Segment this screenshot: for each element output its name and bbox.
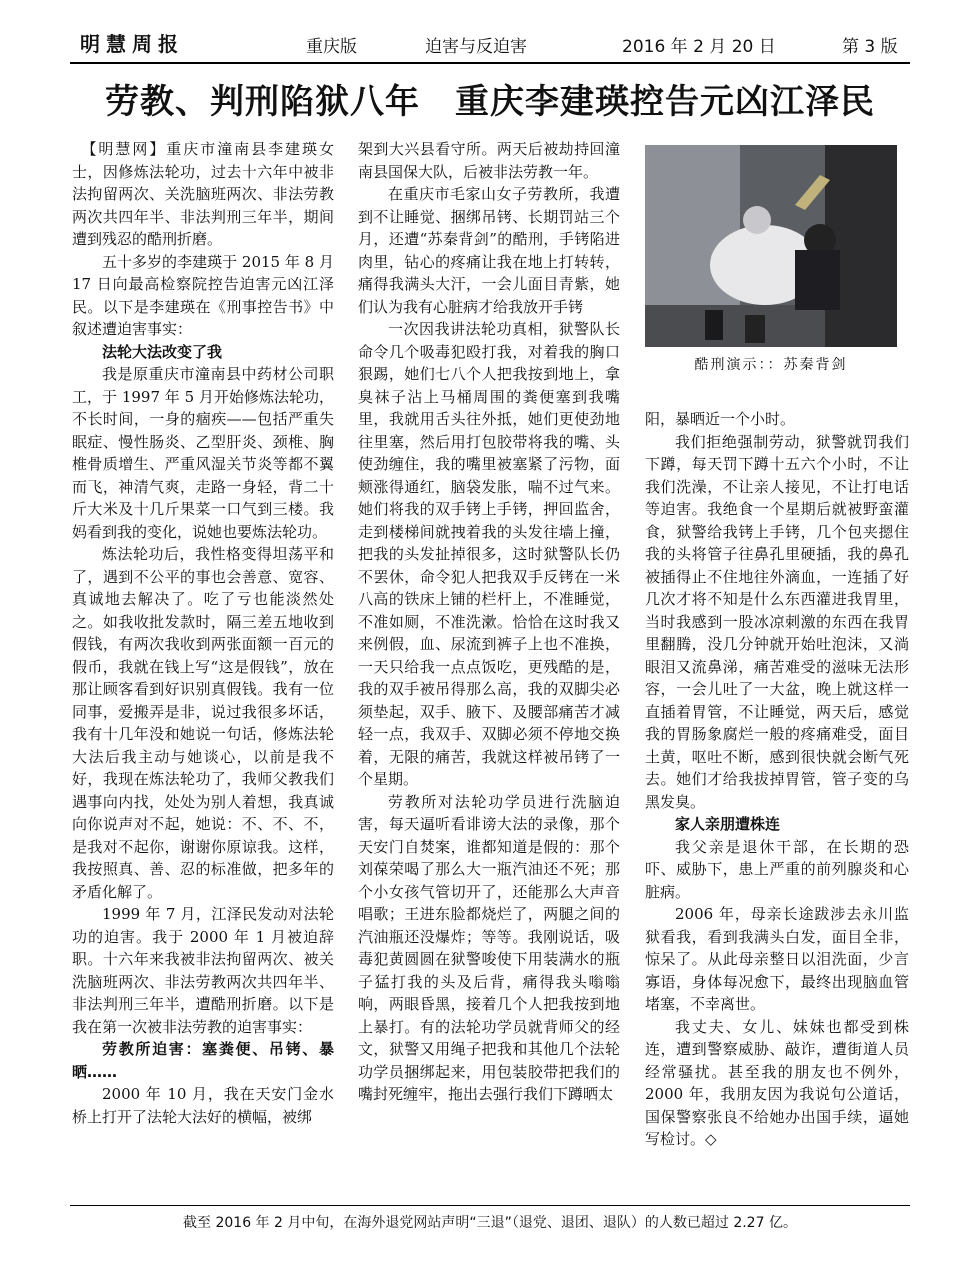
section-subheading: 法轮大法改变了我 [102, 342, 223, 361]
article-paragraph: 我们拒绝强制劳动，狱警就罚我们下蹲，每天罚下蹲十五六个小时，不让我们洗澡，不让亲人接见，不让打电话等迫害。我绝食一个星期后就被野蛮灌食，狱警给我铐上手铐，几个包夹摁住我的头将管子往鼻孔里硬插，我的鼻孔被插得止不住地往外滴血，一连插了好几次才将不知是什么东西灌进我胃里，当时我感到一股冰凉刺激的东西在我胃里翻腾，没几分钟就开始吐泡沫，又淌眼泪又流鼻涕，痛苦难受的滋味无法形容，一会儿吐了一大盆，晚上就这样一直插着胃管，不让睡觉，两天后，感觉我的胃肠象腐烂一般的疼痛难受，面目土黄，呕吐不断，感到很快就会断气死去。她们才给我拔掉胃管，管子变的乌黑发臭。 [645, 432, 909, 811]
issue-date: 2016 年 2 月 20 日 [622, 37, 776, 57]
article-paragraph: 1999 年 7 月，江泽民发动对法轮功的迫害。我于 2000 年 1 月被迫辞职。十六年来我被非法拘留两次、被关洗脑班两次、非法劳教两次共四年半、非法判刑三年半，遭酷刑折磨。以下是我在第一次被非法劳教的迫害事实： [72, 905, 334, 1036]
article-paragraph: 2000 年 10 月，我在天安门金水桥上打开了法轮大法好的横幅，被绑 [72, 1085, 334, 1126]
article-paragraph: 五十多岁的李建瑛于 2015 年 8 月 17 日向最高检察院控告迫害元凶江泽民。以下是李建瑛在《刑事控告书》中叙述遭迫害事实： [72, 252, 334, 338]
header-rule [70, 62, 910, 64]
photo-illustration [645, 145, 897, 347]
torture-demo-photo [645, 145, 897, 347]
footer-rule [70, 1205, 910, 1206]
section-subheading: 家人亲朋遭株连 [675, 815, 781, 833]
article-paragraph: 【明慧网】重庆市潼南县李建瑛女士，因修炼法轮功，过去十六年中被非法拘留两次、关洗脑班两次、非法劳教两次共四年半、非法判刑三年半，期间遭到残忍的酷刑折磨。 [72, 140, 334, 248]
article-paragraph: 阳，暴晒近一个小时。 [645, 410, 796, 428]
article-paragraph: 炼法轮功后，我性格变得坦荡平和了，遇到不公平的事也会善意、宽容、真诚地去解决了。吃了亏也能淡然处之。如我收批发款时，隔三差五地收到假钱，有两次我收到两张面额一百元的假币，我就在钱上写“这是假钱”，放在那让顾客看到好识别真假钱。我有一位同事，爱搬弄是非，说过我很多坏话，我有十几年没和她说一句话，修炼法轮大法后我主动与她谈心，以前是我不好，我现在炼法轮功了，我师父教我们遇事向内找，处处为别人着想，我真诚向你说声对不起，她说：不、不、不，是我对不起你，谢谢你原谅我。这样，我按照真、善、忍的标准做，把多年的矛盾化解了。 [72, 545, 334, 901]
article-headline: 劳教、判刑陷狱八年 重庆李建瑛控告元凶江泽民 [105, 82, 875, 122]
article-paragraph: 架到大兴县看守所。两天后被劫持回潼南县国保大队，后被非法劳教一年。 [358, 140, 620, 181]
section-label: 迫害与反迫害 [425, 37, 527, 57]
article-paragraph: 劳教所对法轮功学员进行洗脑迫害，每天逼听看诽谤大法的录像，那个天安门自焚案，谁都知道是假的：那个刘葆荣喝了那么大一瓶汽油还不死；那个小女孩气管切开了，还能那么大声音唱歌；王进东脸都烧烂了，两腿之间的汽油瓶还没爆炸；等等。我刚说话，吸毒犯黄圆圆在狱警唆使下用装满水的瓶子猛打我的头及后背，痛得我头嗡嗡响，两眼昏黑，接着几个人把我按到地上暴打。有的法轮功学员就背师父的经文，狱警又用绳子把我和其他几个法轮功学员捆绑起来，用包装胶带把我们的嘴封死缠牢，拖出去强行我们下蹲晒太 [358, 792, 620, 1103]
photo-caption: 酷刑演示：：苏秦背剑 [694, 357, 848, 373]
masthead: 明慧周报 [80, 32, 184, 56]
article-paragraph: 我是原重庆市潼南县中药材公司职工，于 1997 年 5 月开始修炼法轮功，不长时间，一身的痼疾——包括严重失眠症、慢性肠炎、乙型肝炎、颈椎、胸椎骨质增生、严重风湿关节炎等都不翼而飞，神清气爽，走路一身轻，背二十斤大米及十几斤果菜一口气到三楼。我妈看到我的变化，说她也要炼法轮功。 [72, 365, 334, 541]
page-number: 第 3 版 [842, 37, 898, 57]
article-column-1 [72, 138, 334, 1198]
footer-notice: 截至 2016 年 2 月中旬，在海外退党网站声明“三退”（退党、退团、退队）的人数已超过 2.27 亿。 [183, 1215, 797, 1231]
article-paragraph: 2006 年，母亲长途跋涉去永川监狱看我，看到我满头白发，面目全非，惊呆了。从此母亲整日以泪洗面，少言寡语，身体每况愈下，最终出现脑血管堵塞，不幸离世。 [645, 905, 909, 1013]
article-paragraph: 我丈夫、女儿、妹妹也都受到株连，遭到警察威胁、敲诈，遭街道人员经常骚扰。甚至我的朋友也不例外，2000 年，我朋友因为我说句公道话，国保警察张良不给她办出国手续，逼她写检讨。◇ [645, 1017, 909, 1148]
article-paragraph: 在重庆市毛家山女子劳教所，我遭到不让睡觉、捆绑吊铐、长期罚站三个月，还遭“苏秦背剑”的酷刑，手铐陷进肉里，钻心的疼痛让我在地上打转转，痛得我满头大汗，一会儿面目青紫，她们认为我有心脏病才给我放开手铐 [358, 185, 620, 316]
edition-label: 重庆版 [306, 37, 357, 57]
article-paragraph: 一次因我讲法轮功真相，狱警队长命令几个吸毒犯殴打我，对着我的胸口狠踢，她们七八个人把我按到地上，拿臭袜子沾上马桶周围的粪便塞到我嘴里，我就用舌头往外抵，她们更使劲地往里塞，然后用打包胶带将我的嘴、头使劲缠住，我的嘴里被塞紧了污物，面颊涨得通红，脑袋发胀，喘不过气来。她们将我的双手铐上手铐，押回监舍，走到楼梯间就拽着我的头发往墙上撞，把我的头发扯掉很多，这时狱警队长仍不罢休，命令犯人把我双手反铐在一米八高的铁床上铺的栏杆上，不准睡觉，不准如厕，不准洗漱。恰恰在这时我又来例假，血、尿流到裤子上也不准换，一天只给我一点点饭吃，更残酷的是，我的双手被吊得那么高，我的双脚尖必须垫起，双手、腋下、及腰部痛苦才减轻一点，我双手、双脚必须不停地交换着，无限的痛苦，我就这样被吊铐了一个星期。 [358, 320, 620, 788]
article-column-3 [645, 408, 909, 1198]
section-subheading: 劳教所迫害：塞粪便、吊铐、暴晒…… [72, 1040, 334, 1081]
article-column-2 [358, 138, 620, 1198]
article-paragraph: 我父亲是退休干部，在长期的恐吓、威胁下，患上严重的前列腺炎和心脏病。 [645, 837, 909, 901]
